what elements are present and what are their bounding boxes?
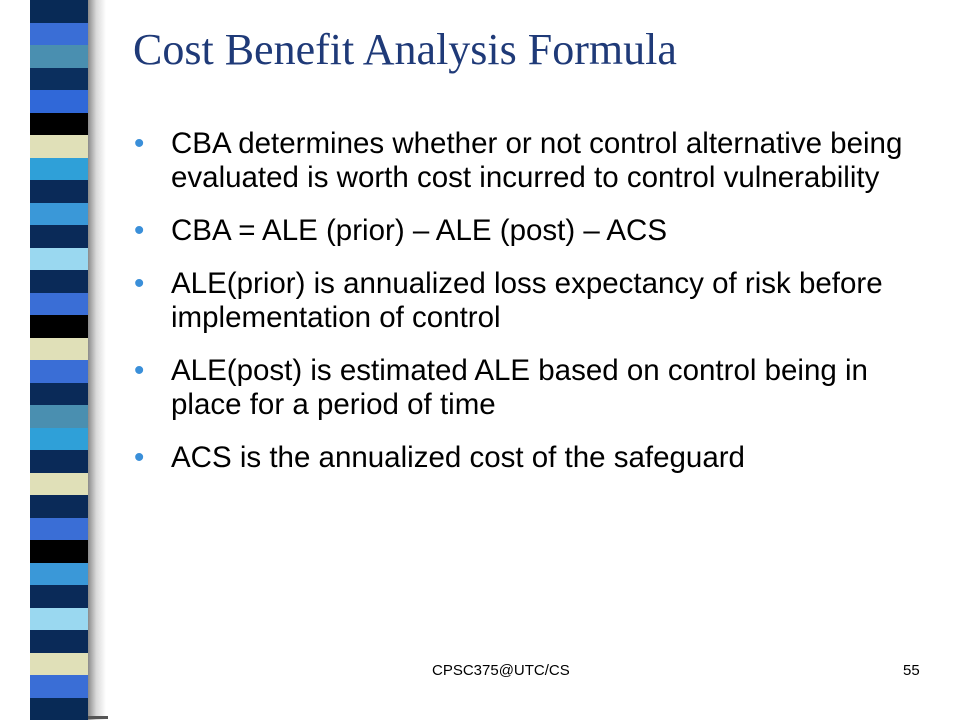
stripe-band (30, 428, 88, 451)
bullet-item (134, 214, 924, 248)
stripe-band (30, 158, 88, 181)
stripe-band (30, 270, 88, 293)
stripe-band (30, 563, 88, 586)
stripe-band (30, 608, 88, 631)
bullet-item (134, 354, 924, 422)
bullet-text: ACS is the annualized cost of the safeguard (171, 441, 745, 474)
bullet-icon: • (134, 127, 145, 160)
footer-course-label: CPSC375@UTC/CS (432, 662, 570, 679)
slide-page-number: 55 (903, 662, 920, 679)
stripe-shadow (88, 0, 106, 720)
stripe-band (30, 203, 88, 226)
stripe-band (30, 68, 88, 91)
stripe-band (30, 653, 88, 676)
bullet-list (134, 127, 924, 494)
bullet-icon: • (134, 354, 145, 387)
bullet-item (134, 127, 924, 195)
decorative-stripe-bar (30, 0, 88, 720)
stripe-band (30, 90, 88, 113)
stripe-band (30, 630, 88, 653)
bullet-item (134, 441, 924, 475)
stripe-band (30, 540, 88, 563)
stripe-band (30, 495, 88, 518)
stripe-band (30, 383, 88, 406)
slide-title: Cost Benefit Analysis Formula (133, 25, 677, 74)
stripe-band (30, 180, 88, 203)
stripe-band (30, 293, 88, 316)
stripe-band (30, 675, 88, 698)
bullet-icon: • (134, 214, 145, 247)
stripe-band (30, 405, 88, 428)
stripe-band (30, 473, 88, 496)
stripe-band (30, 518, 88, 541)
stripe-band (30, 585, 88, 608)
stripe-band (30, 45, 88, 68)
bullet-item (134, 267, 924, 335)
stripe-band (30, 450, 88, 473)
bullet-icon: • (134, 267, 145, 300)
bullet-text: CBA determines whether or not control alternative being evaluated is worth cost incurred to control vulnerability (171, 127, 903, 194)
stripe-band (30, 315, 88, 338)
stripe-band (30, 225, 88, 248)
bullet-text: ALE(post) is estimated ALE based on control being in place for a period of time (171, 354, 868, 421)
stripe-band (30, 248, 88, 271)
bullet-icon: • (134, 441, 145, 474)
stripe-band (30, 0, 88, 23)
stripe-band (30, 23, 88, 46)
stripe-band (30, 338, 88, 361)
stripe-band (30, 360, 88, 383)
stripe-band (30, 698, 88, 720)
stripe-band (30, 135, 88, 158)
bottom-accent-line (88, 716, 108, 719)
stripe-band (30, 113, 88, 136)
bullet-text: CBA = ALE (prior) – ALE (post) – ACS (171, 214, 667, 247)
bullet-text: ALE(prior) is annualized loss expectancy of risk before implementation of control (171, 267, 883, 334)
